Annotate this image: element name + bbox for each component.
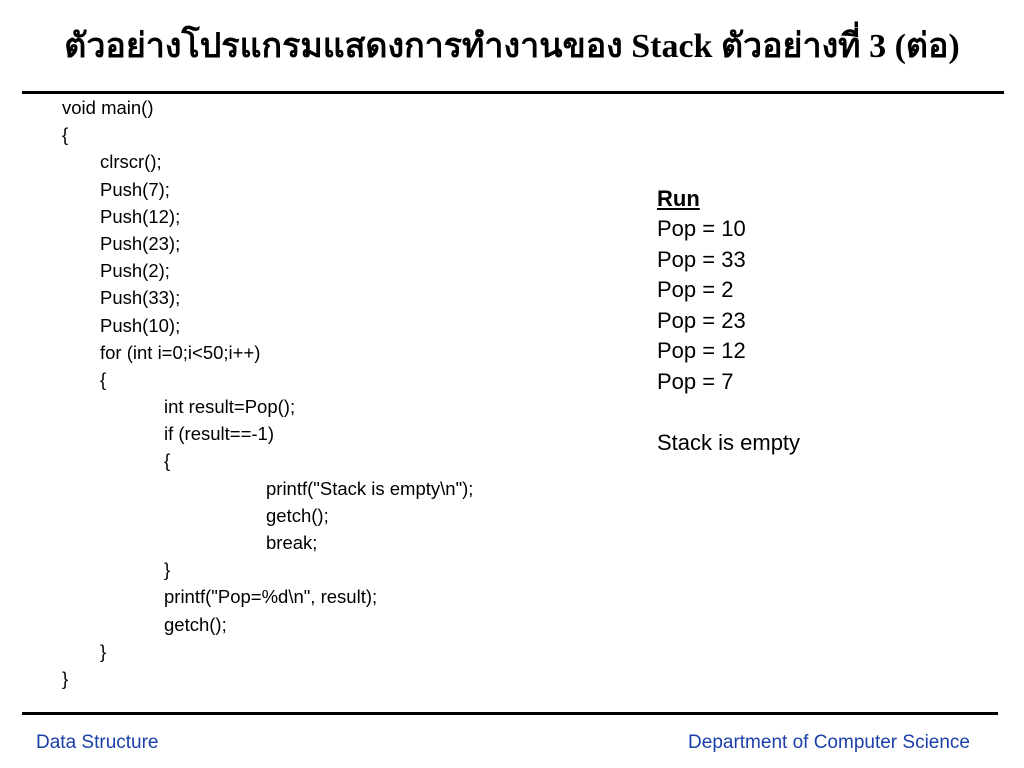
bottom-divider — [22, 712, 998, 715]
run-output-line: Pop = 2 — [657, 277, 734, 303]
code-line: int result=Pop(); — [164, 396, 296, 418]
code-line: getch(); — [266, 504, 329, 526]
code-line: Push(23); — [100, 232, 181, 254]
run-final-message: Stack is empty — [657, 430, 801, 456]
slide-title: ตัวอย่างโปรแกรมแสดงการทำงานของ Stack ตัวอย่างที่ 3 (ต่อ) — [64, 28, 960, 65]
code-line: printf("Stack is empty\n"); — [266, 477, 474, 499]
run-output-line: Pop = 12 — [657, 338, 746, 364]
run-output-line: Pop = 33 — [657, 246, 746, 272]
code-line: Push(7); — [100, 178, 170, 200]
run-output-lines — [657, 214, 800, 398]
code-line: { — [164, 450, 171, 472]
code-listing — [62, 94, 473, 692]
code-line: Push(10); — [100, 314, 181, 336]
footer-course-name: Data Structure — [36, 732, 159, 753]
code-line: printf("Pop=%d\n", result); — [164, 586, 378, 608]
run-output-line: Pop = 23 — [657, 307, 746, 333]
code-line: void main() — [62, 97, 154, 118]
run-output-line: Pop = 10 — [657, 216, 746, 241]
code-line: } — [62, 667, 69, 689]
footer-department-name: Department of Computer Science — [688, 732, 970, 753]
run-output-panel — [657, 183, 800, 458]
code-line: break; — [266, 532, 318, 553]
code-line: { — [62, 124, 69, 146]
code-line: getch(); — [164, 613, 227, 635]
run-heading: Run — [657, 186, 700, 211]
code-line: if (result==-1) — [164, 423, 275, 445]
code-line: } — [100, 640, 107, 662]
code-line: Push(12); — [100, 205, 181, 227]
code-line: Push(2); — [100, 260, 170, 282]
code-line: { — [100, 368, 107, 390]
run-output-line: Pop = 7 — [657, 368, 734, 394]
run-output-gap — [657, 398, 800, 429]
code-line: for (int i=0;i<50;i++) — [100, 341, 261, 363]
code-line: clrscr(); — [100, 151, 162, 173]
code-line: Push(33); — [100, 287, 181, 309]
code-line: } — [164, 559, 171, 581]
